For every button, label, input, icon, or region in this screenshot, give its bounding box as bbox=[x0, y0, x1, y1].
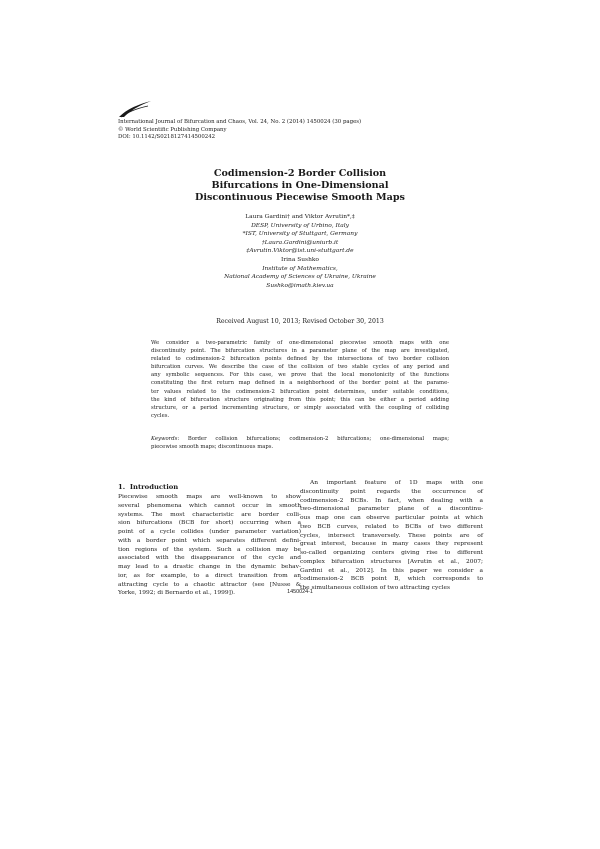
body-line: may lead to a drastic change in the dynamic behav- bbox=[118, 564, 301, 570]
body-line: with a border point which separates different defini- bbox=[118, 537, 301, 544]
keywords bbox=[151, 435, 449, 451]
body-line: two BCB curves, related to BCBs of two different bbox=[300, 523, 483, 530]
body-column-left bbox=[118, 493, 301, 598]
affiliation: Institute of Mathematics, bbox=[262, 265, 338, 272]
abstract-line: related to codimension-2 bifurcation points defined by the intersections of two border collision bbox=[151, 356, 449, 363]
journal-header bbox=[118, 119, 361, 142]
body-line: great interest, because in many cases they represent bbox=[300, 541, 483, 548]
body-line: point of a cycle collides (under parameter variation) bbox=[118, 529, 301, 535]
body-line: cycles, intersect transversely. These points are of bbox=[300, 532, 483, 539]
section-number: 1. bbox=[118, 483, 126, 491]
keywords-label: Keywords bbox=[151, 436, 178, 442]
keywords-text: : Border collision bifurcations; codimension-2 bifurcations; one-dimensional maps; bbox=[177, 436, 449, 442]
paper-title bbox=[150, 168, 450, 204]
body-line: several phenomena which cannot occur in smooth bbox=[118, 502, 301, 509]
body-line: the simultaneous collision of two attracting cycles bbox=[300, 585, 451, 591]
body-line: Piecewise smooth maps are well-known to show bbox=[118, 494, 301, 500]
copyright-line: © World Scientific Publishing Company bbox=[118, 126, 227, 133]
body-line: two-dimensional parameter plane of a discontinu- bbox=[300, 506, 483, 513]
affiliation: National Academy of Sciences of Ukraine, Ukraine bbox=[224, 274, 376, 281]
affiliation: *IST, University of Stuttgart, Germany bbox=[242, 231, 358, 238]
author-name: Irina Sushko bbox=[281, 256, 319, 263]
title-line: Codimension-2 Border Collision bbox=[213, 168, 387, 179]
body-column-right bbox=[300, 479, 483, 593]
keywords-text: piecewise smooth maps; discontinuous maps. bbox=[151, 444, 274, 451]
abstract-line: bifurcation curves. We describe the case of the collision of two stable cycles of any period and bbox=[151, 364, 449, 371]
publisher-logo bbox=[118, 100, 152, 118]
received-dates: Received August 10, 2013; Revised October 30, 2013 bbox=[216, 318, 384, 325]
body-line: discontinuity point regards the occurrence of bbox=[300, 488, 483, 495]
abstract-line: constituting the first return map defined in a neighborhood of the border point at the parame- bbox=[151, 380, 449, 387]
section-heading bbox=[118, 483, 178, 491]
body-line: Gardini et al., 2012]. In this paper we consider a bbox=[300, 567, 483, 574]
body-line: tion regions of the system. Such a collision may be bbox=[118, 546, 301, 553]
body-line: codimension-2 BCB point B, which corresponds to bbox=[300, 576, 483, 583]
body-line: sion bifurcations (BCB for short) occurring when a bbox=[118, 520, 301, 527]
doi-link[interactable]: DOI: 10.1142/S0218127414500242 bbox=[118, 134, 216, 141]
abstract-line: discontinuity point. The bifurcation structures in a parameter plane of the map are investigated, bbox=[151, 348, 449, 355]
body-line: so-called organizing centers giving rise to different bbox=[300, 550, 483, 556]
body-line: ous map one can observe particular points at which bbox=[300, 515, 483, 521]
page-number: 1450024-1 bbox=[287, 589, 313, 595]
author-email[interactable]: †Laura.Gardini@uniurb.it bbox=[261, 239, 339, 246]
author-email[interactable]: Sushko@imath.kiev.ua bbox=[266, 282, 334, 289]
body-line: attracting cycle to a chaotic attractor (see [Nusse & bbox=[118, 581, 301, 588]
body-line: complex bifurcation structures [Avrutin et al., 2007; bbox=[300, 558, 483, 565]
abstract-line: the kind of bifurcation structure originating from this point; this can be either a period adding bbox=[151, 396, 449, 403]
abstract-line: structure, or a period incrementing structure, or simply associated with the coupling of colliding bbox=[151, 404, 449, 411]
title-line: Discontinuous Piecewise Smooth Maps bbox=[195, 192, 405, 203]
abstract-line: We consider a two-parametric family of one-dimensional piecewise smooth maps with one bbox=[151, 340, 449, 346]
abstract bbox=[151, 339, 449, 420]
body-line: An important feature of 1D maps with one bbox=[310, 480, 483, 486]
abstract-line: cycles. bbox=[151, 412, 170, 419]
author-email[interactable]: ‡Avrutin.Viktor@ist.uni-stuttgart.de bbox=[246, 248, 354, 255]
abstract-line: ter values related to the codimension-2 bifurcation point determines, under suitable conditions, bbox=[151, 388, 449, 395]
affiliation: DESP, University of Urbino, Italy bbox=[251, 222, 349, 229]
body-line: Yorke, 1992; di Bernardo et al., 1999]). bbox=[118, 590, 236, 597]
body-line: systems. The most characteristic are border colli- bbox=[118, 511, 301, 518]
abstract-line: any symbolic sequences. For this case, we prove that the local monotonicity of the functions bbox=[151, 372, 449, 379]
author-names: Laura Gardini† and Viktor Avrutin*,‡ bbox=[245, 214, 355, 220]
body-line: associated with the disappearance of the cycle and bbox=[118, 555, 301, 562]
body-line: codimension-2 BCBs. In fact, when dealing with a bbox=[300, 497, 483, 504]
journal-citation: International Journal of Bifurcation and Chaos, Vol. 24, No. 2 (2014) 1450024 (30 pages) bbox=[118, 119, 362, 125]
title-line: Bifurcations in One-Dimensional bbox=[211, 180, 389, 191]
body-line: ior, as for example, to a direct transition from an bbox=[118, 572, 301, 579]
author-block bbox=[150, 213, 450, 290]
section-title: Introduction bbox=[129, 483, 179, 491]
